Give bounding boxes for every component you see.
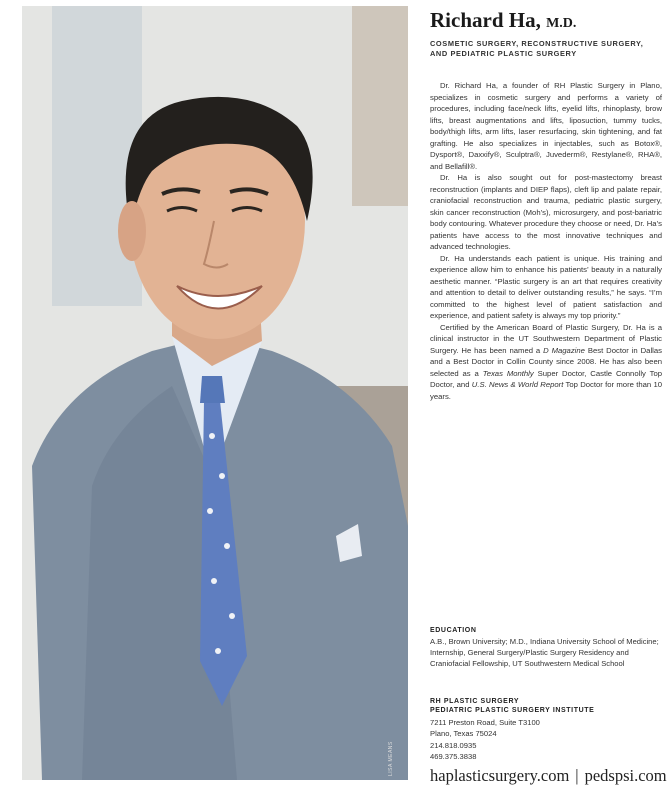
bio-p4-part-b: Best Doctor in Dallas and a Best Doctor in Collin County since 2008. He has also been selected as a [430,345,662,378]
portrait-photo [22,6,408,780]
subtitle-line-2: AND PEDIATRIC PLASTIC SURGERY [430,49,577,58]
photo-credit: LISA MEANS [388,741,394,776]
name-suffix: M.D. [546,16,577,31]
address-line-1: 7211 Preston Road, Suite T3100 [430,718,540,727]
phone-2[interactable]: 469.375.3838 [430,752,477,762]
bio-paragraph-1: Dr. Richard Ha, a founder of RH Plastic Surgery in Plano, specializes in cosmetic surgery and performs a variety of procedures, including face/neck lifts, eyelid lifts, rhinoplasty, brow lifts, breast augmentations and lifts, liposuction, tummy tucks, body/thigh lifts, arm lifts, laser resurfacing, skin tightening, and fat grafting. He also specializes in injectables, such as Botox®, Dysport®, Daxxify®, Sculptra®, Juvederm®, Restylane®, RHA®, and Bellafill®. [430,81,662,171]
address-line-2: Plano, Texas 75024 [430,729,497,739]
bio-paragraph-3: Dr. Ha understands each patient is unique. His training and experience allow him to enhance his patients’ beauty in a naturally aesthetic manner. “Plastic surgery is an art that requires creativity and attention to detail to deliver outstanding results,” he says. “I’m committed to the highest level of patient satisfaction and experience, and patient safety is always my top priority.” [430,253,662,320]
profile-column [430,8,662,402]
url-separator: | [575,766,579,785]
website-link-1[interactable]: haplasticsurgery.com [430,766,570,785]
bio-p4-part-a: Certified by the American Board of Plastic Surgery, Dr. Ha is a clinical instructor in the UT Southwestern Department of Plastic Surgery. He has been named a [430,322,662,355]
bio-p4-part-d: Top Doctor for more than 10 years. [430,380,662,401]
magazine-name-d: D Magazine [543,345,585,355]
education-heading: EDUCATION [430,627,477,634]
education-text: A.B., Brown University; M.D., Indiana University School of Medicine; Internship, General Surgery/Plastic Surgery Residency and Craniofacial Fellowship, UT Southwestern Medical School [430,637,659,669]
practice-contact [430,717,662,763]
bio-paragraph-2: Dr. Ha is also sought out for post-mastectomy breast reconstruction (implants and DIEP flaps), cleft lip and palate repair, craniofacial reconstruction and trauma, pediatric plastic surgery, skin cancer reconstruction (Moh’s), microsurgery, and post-bariatric body contouring. Whatever procedure they choose or need, Dr. Ha’s patients have access to the most innovative techniques and advanced technologies. [430,173,662,251]
website-links [430,766,666,786]
practice-section [430,697,662,763]
bio-p4-part-c: Super Doctor, Castle Connolly Top Doctor, and [430,368,663,389]
practice-name-2: PEDIATRIC PLASTIC SURGERY INSTITUTE [430,707,595,714]
magazine-name-usnews: U.S. News & World Report [471,380,564,389]
phone-1[interactable]: 214.818.0935 [430,740,477,750]
magazine-name-texas-monthly: Texas Monthly [482,368,534,378]
bio-paragraph-4 [430,322,662,403]
name-text: Richard Ha, [430,8,541,32]
website-link-2[interactable]: pedspsi.com [584,766,667,785]
education-section [430,627,662,670]
portrait-illustration [22,6,408,780]
specialties-subtitle [430,39,662,59]
doctor-name [430,8,662,36]
biography [430,80,662,402]
practice-name-1: RH PLASTIC SURGERY [430,698,520,705]
subtitle-line-1: COSMETIC SURGERY, RECONSTRUCTIVE SURGERY, [430,39,644,48]
